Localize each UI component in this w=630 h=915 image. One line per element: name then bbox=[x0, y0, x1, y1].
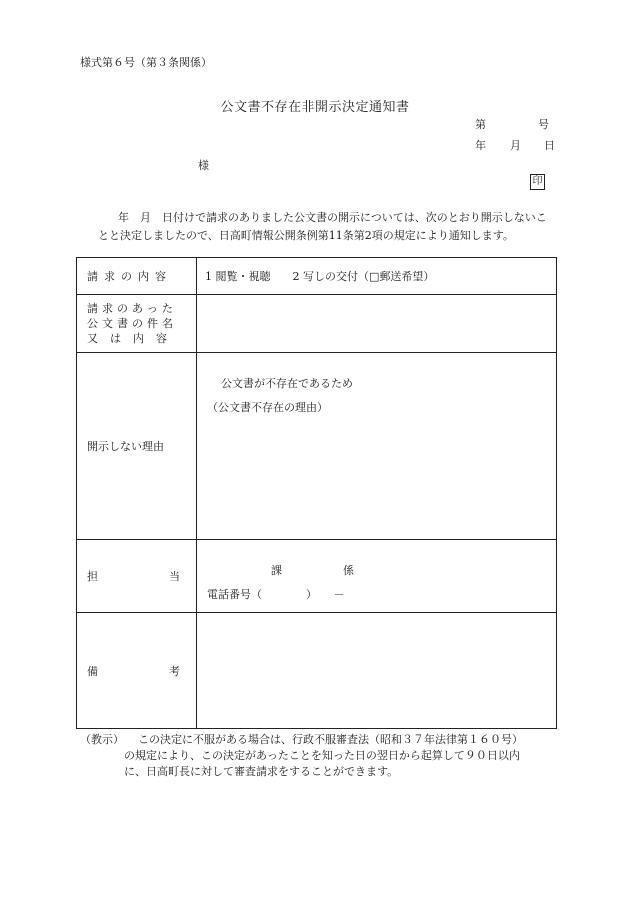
body-line-1: 年 月 日付けで請求のありました公文書の開示については、次のとおり開示しないこ bbox=[118, 211, 547, 224]
subsection-label: 係 bbox=[343, 564, 354, 577]
table-row-document-name bbox=[77, 295, 557, 353]
remarks-label: 備 考 bbox=[77, 613, 197, 729]
document-number-suffix: 号 bbox=[538, 118, 549, 131]
contact-value bbox=[197, 540, 557, 613]
page-title: 公文書不存在非開示決定通知書 bbox=[220, 100, 410, 115]
notice-line-3: に、日高町長に対して審査請求をすることができます。 bbox=[124, 765, 399, 778]
date-month: 月 bbox=[510, 139, 521, 152]
notice-line-2: の規定により、この決定があったことを知った日の翌日から起算して９０日以内 bbox=[124, 749, 520, 762]
reason-subhead: （公文書不存在の理由） bbox=[207, 401, 328, 414]
addressee-suffix: 様 bbox=[198, 159, 209, 172]
document-number-prefix: 第 bbox=[475, 118, 486, 131]
form-number: 様式第６号（第３条関係） bbox=[80, 56, 212, 69]
table-row-reason bbox=[77, 353, 557, 540]
table-row-contact bbox=[77, 540, 557, 613]
instruction-notice bbox=[80, 732, 560, 780]
date-year: 年 bbox=[475, 139, 486, 152]
section-label: 課 bbox=[271, 564, 282, 577]
request-content-label: 請求の内容 bbox=[77, 258, 197, 295]
notice-line-1: この決定に不服がある場合は、行政不服審査法（昭和３７年法律第１６０号） bbox=[138, 733, 523, 746]
request-content-value: 1 閲覧・視聴 2 写しの交付（□郵送希望） bbox=[197, 258, 557, 295]
contact-label: 担 当 bbox=[77, 540, 197, 613]
body-line-2: とと決定しましたので、日高町情報公開条例第11条第2項の規定により通知します。 bbox=[98, 229, 514, 242]
document-name-label: 請求のあった 公文書の件名 又は内容 bbox=[77, 295, 197, 353]
table-row-remarks bbox=[77, 613, 557, 729]
table-row-request-content bbox=[77, 258, 557, 295]
reason-label: 開示しない理由 bbox=[77, 353, 197, 540]
reason-value bbox=[197, 353, 557, 540]
notice-lead: （教示） bbox=[80, 733, 124, 746]
document-name-value bbox=[197, 295, 557, 353]
decision-table bbox=[76, 257, 557, 729]
reason-headline: 公文書が不存在であるため bbox=[221, 377, 353, 390]
phone-number: 電話番号（ ） － bbox=[207, 588, 345, 601]
notice-body bbox=[98, 209, 558, 245]
remarks-value bbox=[197, 613, 557, 729]
seal-stamp: 印 bbox=[530, 174, 545, 190]
date-day: 日 bbox=[544, 139, 555, 152]
